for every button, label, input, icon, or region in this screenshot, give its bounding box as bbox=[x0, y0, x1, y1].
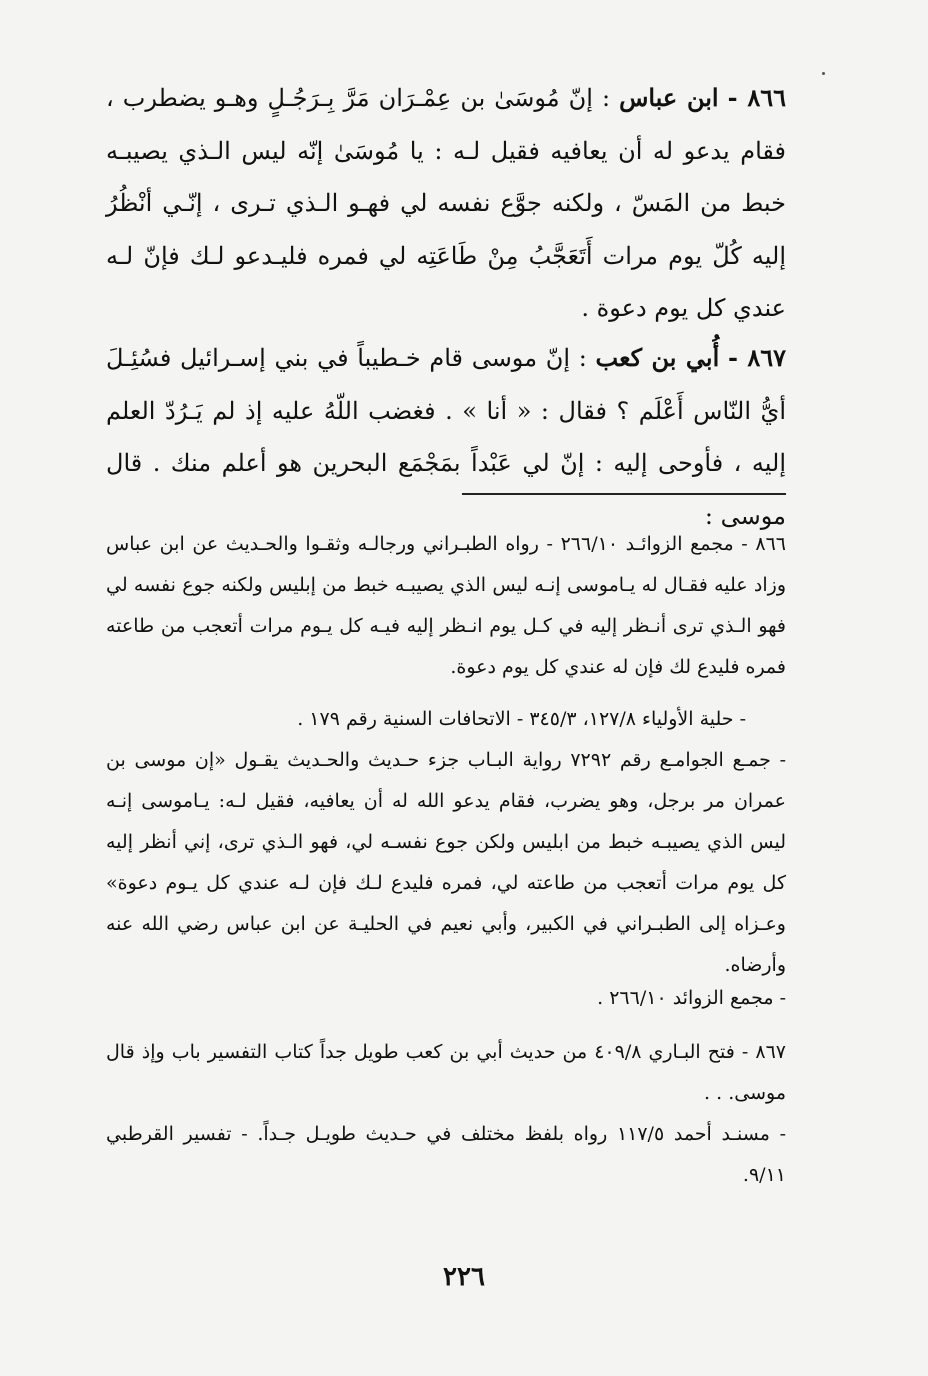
entry-867 bbox=[106, 332, 786, 542]
footnote-jam-al-jawami bbox=[106, 740, 786, 986]
footnote-hilya bbox=[106, 699, 786, 740]
footnote-text: ٨٦٦ - مجمع الزوائـد ٢٦٦/١٠ - رواه الطبـراني ورجالـه وثقـوا والحـديث عن ابن عباس وزاد عليه فقـال له يـاموسى إنـه ليس الذي يصيبـه خبط من إبليس ولكنه جوع نفسه لي فهو الـذي ترى أنـظر إليه في كـل يوم انـظر إليه فيـه كل يـوم مرات أتعجب من طاعته فمره فليدع لك فإن له عندي كل يوم دعوة. bbox=[106, 533, 786, 678]
footnote-867-fath bbox=[106, 1032, 786, 1114]
entry-narrator: أُبي بن كعب bbox=[595, 343, 720, 372]
entry-text: : إنّ مُوسَىٰ بن عِمْـرَان مَرَّ بِـرَجُـلٍ وهـو يضطرب ، فقام يدعو له أن يعافيه فقيل لـه : يا مُوسَىٰ إنّه ليس الـذي يصيبـه خبط من المَسّ ، ولكنه جوَّع نفسه لي فهـو الـذي تـرى ، إنّـي أنْظُرُ إليه كُلّ يوم مرات أَتَعَجَّبُ مِنْ طَاعَتِه لي فمره فليـدعو لـك فإنّ لـه عندي كل يوم دعوة . bbox=[106, 84, 787, 322]
footnote-musnad-ahmad bbox=[106, 1114, 786, 1196]
footnote-text: - جمـع الجوامـع رقم ٧٢٩٢ رواية البـاب جزء حـديث والحـديث يقـول «إن موسى بن عمران مر برجل، وهو يضرب، فقام يدعو الله له أن يعافيه، فقيل لـه: يـاموسى إنـه ليس الذي يصيبـه خبط من ابليس ولكن جوع نفسـه لي، فهو الـذي ترى، إني أنظر إليه كل يوم مرات أتعجب من طاعته لي، فمره فليدع لـك فإن لـه عندي كل يـوم دعوة» وعـزاه إلى الطبـراني في الكبير، وأبي نعيم في الحليـة عن ابن عباس رضي الله عنه وأرضاه. bbox=[106, 749, 786, 976]
entry-866 bbox=[106, 72, 786, 335]
page-number: ٢٢٦ bbox=[443, 1262, 485, 1292]
entry-number: ٨٦٦ - bbox=[727, 83, 786, 112]
entry-narrator: ابن عباس bbox=[619, 83, 719, 112]
footnote-866-zawaid bbox=[106, 524, 786, 688]
entry-text: : إنّ موسى قام خـطيباً في بني إسـرائيل فسُئِـلَ أيُّ النّاس أَعْلَم ؟ فقال : « أنا » . فغضب اللّهُ عليه إذ لم يَـرُدّ العلم إليه ، فأوحى إليه : إنّ لي عَبْداً بمَجْمَع البحرين هو أعلم منك . قال موسى : bbox=[106, 344, 786, 530]
footnote-text: - حلية الأولياء ١٢٧/٨، ٣٤٥/٣ - الاتحافات السنية رقم ١٧٩ . bbox=[297, 708, 746, 730]
entry-number: ٨٦٧ - bbox=[727, 343, 787, 372]
footnote-text: - مسنـد أحمد ١١٧/٥ رواه بلفظ مختلف في حـديث طويـل جـداً. - تفسير القرطبي ٩/١١. bbox=[106, 1123, 786, 1186]
footnote-text: - مجمع الزوائد ٢٦٦/١٠ . bbox=[597, 987, 786, 1009]
footnote-text: ٨٦٧ - فتح البـاري ٤٠٩/٨ من حديث أبي بن كعب طويل جداً كتاب التفسير باب وإذ قال موسى. . . bbox=[106, 1041, 786, 1104]
scan-speck bbox=[822, 72, 825, 75]
footnote-separator bbox=[462, 493, 786, 495]
footnote-zawaid-repeat bbox=[106, 978, 786, 1019]
